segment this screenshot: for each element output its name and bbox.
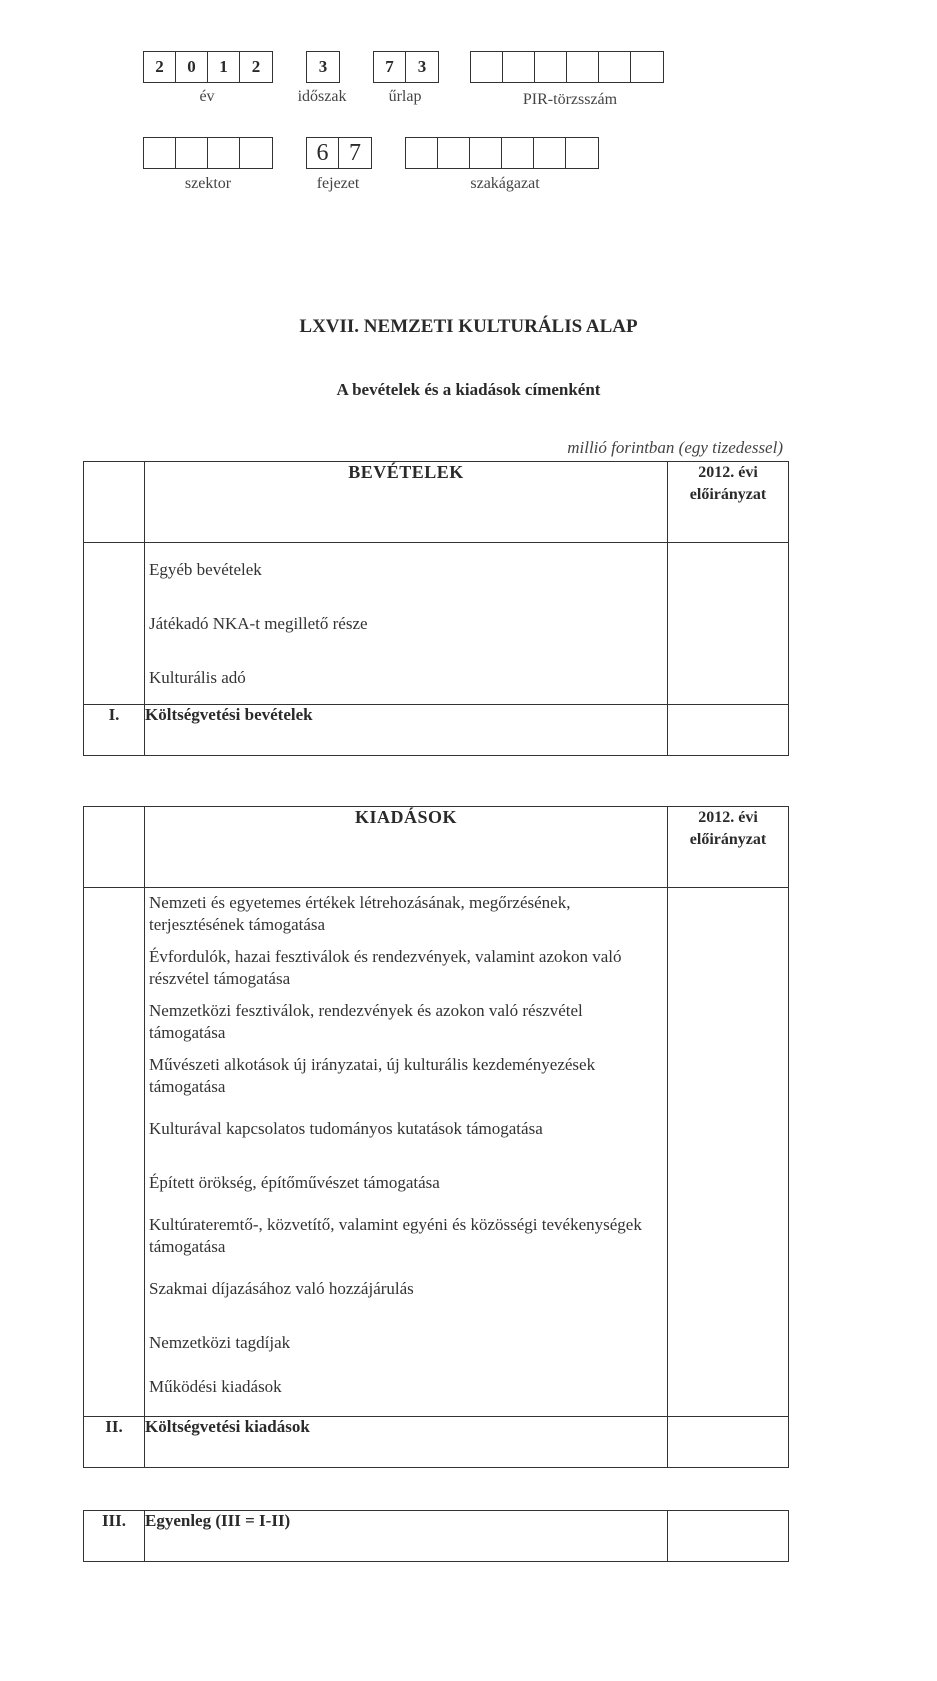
ev-digit: 2 bbox=[251, 57, 261, 76]
expenditure-year-line2: előirányzat bbox=[689, 831, 767, 848]
pir-cell bbox=[599, 52, 631, 82]
szektor-cell bbox=[144, 138, 176, 168]
list-item: Kulturával kapcsolatos tudományos kutatások támogatása bbox=[149, 1119, 543, 1138]
balance-row bbox=[84, 1511, 789, 1562]
revenue-year-header bbox=[668, 462, 789, 543]
urlap-digit: 3 bbox=[417, 57, 427, 76]
szektor-boxes bbox=[143, 137, 273, 169]
fejezet-label: fejezet bbox=[316, 175, 360, 192]
szektor-cell bbox=[240, 138, 272, 168]
pir-label: PIR-törzsszám bbox=[522, 91, 618, 108]
pir-cell bbox=[631, 52, 663, 82]
expenditure-total-row bbox=[84, 1417, 789, 1468]
list-item: Szakmai díjazásához való hozzájárulás bbox=[149, 1279, 414, 1298]
expenditure-header: KIADÁSOK bbox=[145, 807, 668, 888]
expenditure-year-header bbox=[668, 807, 789, 888]
revenue-header: BEVÉTELEK bbox=[145, 462, 668, 543]
expenditure-year-line1: 2012. évi bbox=[698, 809, 758, 826]
balance-num: III. bbox=[84, 1511, 145, 1562]
expenditure-total-label: Költségvetési kiadások bbox=[145, 1417, 668, 1468]
urlap-boxes bbox=[373, 51, 439, 83]
balance-value bbox=[668, 1511, 789, 1562]
urlap-digit: 7 bbox=[374, 52, 406, 82]
revenue-total-value bbox=[668, 705, 789, 756]
revenue-total-label: Költségvetési bevételek bbox=[145, 705, 668, 756]
list-item: Művészeti alkotások új irányzatai, új kulturális kezdeményezések támogatása bbox=[149, 1055, 596, 1096]
list-item: Egyéb bevételek bbox=[149, 560, 262, 579]
szakagazat-cell bbox=[534, 138, 566, 168]
revenue-year-line2: előirányzat bbox=[689, 486, 767, 503]
page-title: LXVII. NEMZETI KULTURÁLIS ALAP bbox=[299, 316, 638, 337]
list-item: Nemzeti és egyetemes értékek létrehozásának, megőrzésének, terjesztésének támogatása bbox=[149, 893, 571, 934]
szakagazat-label: szakágazat bbox=[470, 175, 540, 192]
szektor-label: szektor bbox=[184, 175, 232, 192]
idoszak-label: időszak bbox=[297, 88, 347, 105]
szakagazat-cell bbox=[406, 138, 438, 168]
fejezet-digit: 7 bbox=[349, 139, 361, 166]
expenditure-items-row bbox=[84, 888, 789, 1417]
expenditure-total-value bbox=[668, 1417, 789, 1468]
ev-label: év bbox=[199, 88, 215, 105]
list-item: Épített örökség, építőművészet támogatása bbox=[149, 1173, 440, 1192]
szakagazat-cell bbox=[502, 138, 534, 168]
list-item: Nemzetközi fesztiválok, rendezvények és azokon való részvétel támogatása bbox=[149, 1001, 583, 1042]
page-subtitle: A bevételek és a kiadások címenként bbox=[336, 380, 601, 399]
balance-table bbox=[83, 1510, 789, 1562]
list-item: Évfordulók, hazai fesztiválok és rendezvények, valamint azokon való részvétel támogatása bbox=[149, 947, 622, 988]
szektor-cell bbox=[208, 138, 240, 168]
fejezet-boxes bbox=[306, 137, 372, 169]
pir-cell bbox=[535, 52, 567, 82]
revenue-num-header bbox=[84, 462, 145, 543]
idoszak-digit: 3 bbox=[318, 57, 328, 76]
fejezet-digit: 6 bbox=[307, 138, 339, 168]
ev-boxes bbox=[143, 51, 273, 83]
expenditure-total-num: II. bbox=[84, 1417, 145, 1468]
expenditure-items bbox=[145, 888, 668, 1417]
list-item: Kultúrateremtő-, közvetítő, valamint egyéni és közösségi tevékenységek támogatása bbox=[149, 1215, 642, 1256]
list-item: Működési kiadások bbox=[149, 1377, 282, 1396]
list-item: Nemzetközi tagdíjak bbox=[149, 1333, 291, 1352]
revenue-items-row bbox=[84, 543, 789, 705]
ev-digit: 1 bbox=[208, 52, 240, 82]
revenue-table bbox=[83, 461, 789, 756]
expenditure-table bbox=[83, 806, 789, 1468]
revenue-total-row bbox=[84, 705, 789, 756]
pir-cell bbox=[471, 52, 503, 82]
balance-label: Egyenleg (III = I-II) bbox=[145, 1511, 668, 1562]
pir-cell bbox=[567, 52, 599, 82]
idoszak-boxes bbox=[306, 51, 340, 83]
revenue-items bbox=[145, 543, 668, 705]
szakagazat-cell bbox=[566, 138, 598, 168]
revenue-total-num: I. bbox=[84, 705, 145, 756]
pir-boxes bbox=[470, 51, 664, 83]
expenditure-header-row bbox=[84, 807, 789, 888]
szakagazat-cell bbox=[470, 138, 502, 168]
urlap-label: űrlap bbox=[388, 88, 422, 105]
szektor-cell bbox=[176, 138, 208, 168]
szakagazat-cell bbox=[438, 138, 470, 168]
ev-digit: 2 bbox=[144, 52, 176, 82]
ev-digit: 0 bbox=[176, 52, 208, 82]
list-item: Játékadó NKA-t megillető része bbox=[149, 614, 368, 633]
list-item: Kulturális adó bbox=[149, 668, 246, 687]
unit-note: millió forintban (egy tizedessel) bbox=[567, 438, 783, 457]
revenue-header-row bbox=[84, 462, 789, 543]
revenue-year-line1: 2012. évi bbox=[698, 464, 758, 481]
szakagazat-boxes bbox=[405, 137, 599, 169]
pir-cell bbox=[503, 52, 535, 82]
